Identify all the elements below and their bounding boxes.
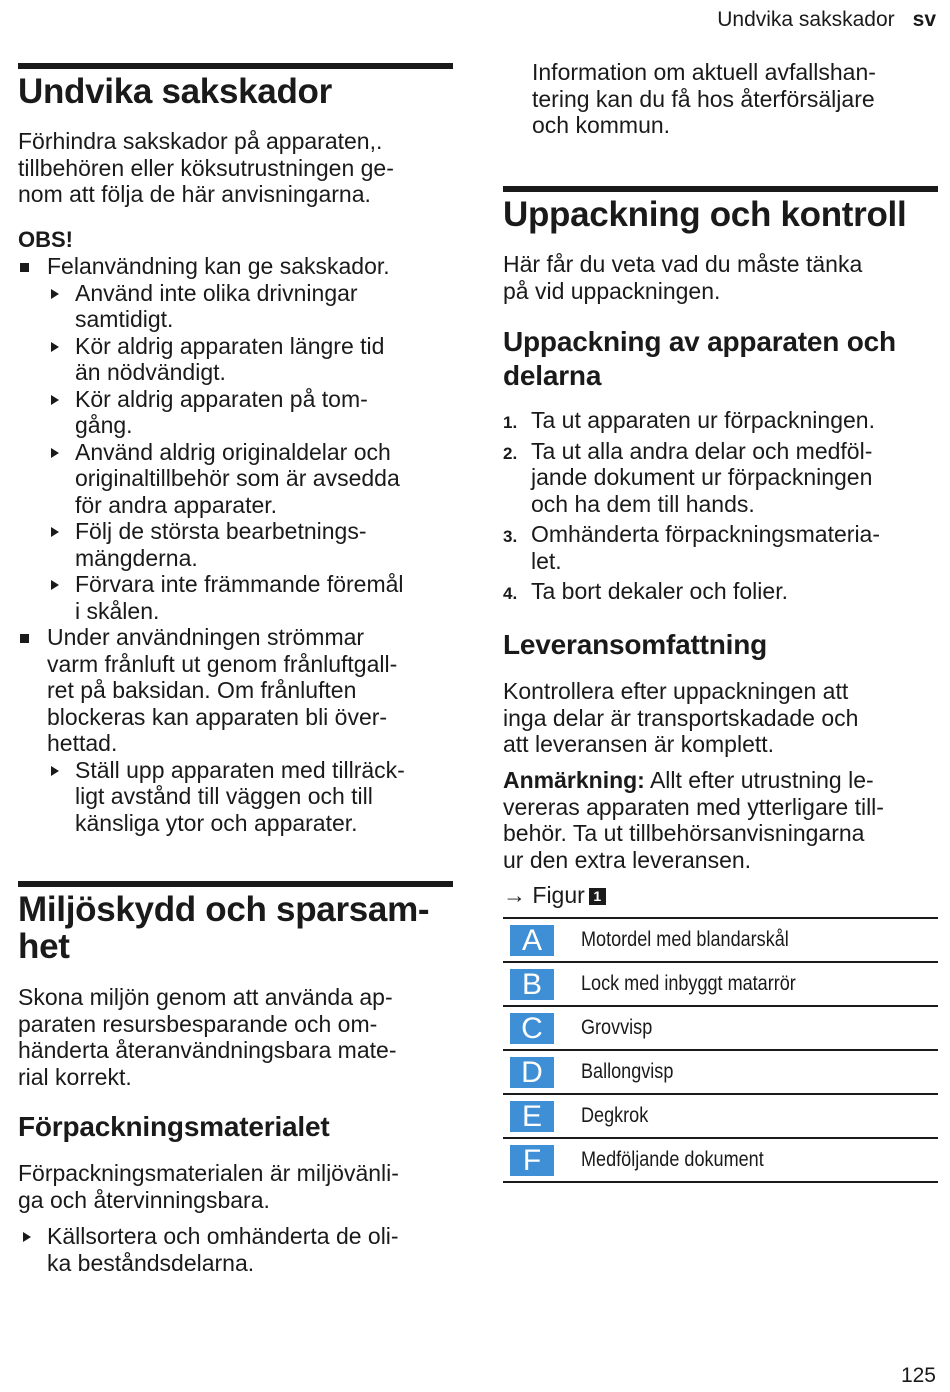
instruction-line: känsliga ytor och apparater. (75, 809, 358, 836)
uppackning-intro (503, 251, 938, 304)
recycle-list (18, 1223, 453, 1276)
part-name-cell (581, 918, 938, 962)
part-name-cell (581, 1050, 938, 1094)
warning-line: blockeras kan apparaten bli över- (47, 703, 388, 730)
step-item (503, 407, 938, 434)
step-line: Omhänderta förpackningsmateria- (531, 521, 880, 547)
body-line: Information om aktuell avfallshan- (532, 59, 876, 85)
instruction-line: samtidigt. (75, 306, 174, 332)
part-letter-cell (503, 1138, 581, 1182)
part-letter-badge: F (510, 1145, 554, 1176)
table-row (503, 1006, 938, 1050)
note-label: Anmärkning: (503, 767, 645, 793)
intro-line: Förhindra sakskador på apparaten,. (18, 128, 383, 154)
language-code: sv (912, 8, 936, 31)
instruction-line: Ställ upp apparaten med tillräck- (75, 756, 405, 783)
part-name-cell (581, 1138, 938, 1182)
intro-line: nom att följa de här anvisningarna. (18, 181, 371, 207)
part-name: Grovvisp (581, 1016, 653, 1039)
section-rule (18, 881, 453, 887)
obs-label: OBS! (18, 227, 73, 252)
part-letter-badge: E (510, 1101, 554, 1132)
instruction-line: Källsortera och omhänderta de oli- (47, 1223, 399, 1249)
section-rule (18, 63, 453, 69)
instruction-item (18, 1223, 453, 1276)
table-row (503, 918, 938, 962)
instruction-line: ka beståndsdelarna. (47, 1249, 255, 1276)
instruction-line: originaltillbehör som är avsedda (75, 465, 400, 491)
continued-text (532, 59, 938, 139)
instruction-line: mängderna. (75, 544, 198, 571)
leverans-text (503, 678, 938, 758)
miljoskydd-intro (18, 984, 453, 1090)
intro-line: händerta återanvändningsbara mate- (18, 1037, 397, 1063)
part-name: Ballongvisp (581, 1060, 674, 1083)
instruction-line: Använd aldrig originaldelar och (75, 438, 391, 465)
part-letter-badge: C (510, 1013, 554, 1044)
part-letter-cell (503, 1050, 581, 1094)
figure-reference (503, 882, 938, 909)
warning-line: ret på baksidan. Om frånluften (47, 677, 357, 703)
step-line: let. (531, 547, 562, 574)
part-name: Degkrok (581, 1104, 649, 1127)
warning-item (18, 624, 453, 757)
step-item (503, 521, 938, 574)
body-line: Förpackningsmaterialen är miljövänli- (18, 1160, 399, 1186)
unpack-steps (503, 407, 938, 609)
warning-line: varm frånluft ut genom frånluftgall- (47, 650, 398, 677)
part-letter-cell (503, 1094, 581, 1138)
instruction-line: gång. (75, 412, 133, 438)
instruction-line: Följ de största bearbetnings- (75, 518, 367, 544)
subheading-line: Uppackning av apparaten och (503, 326, 896, 357)
page-number: 125 (900, 1364, 936, 1387)
section-title-sakskador: Undvika sakskador (18, 72, 332, 111)
intro-line: tillbehören eller köksutrustningen ge- (18, 154, 394, 181)
part-name: Medföljande dokument (581, 1148, 764, 1171)
step-line: jande dokument ur förpackningen (531, 464, 873, 490)
part-name-cell (581, 1006, 938, 1050)
note-line: Allt efter utrustning le- (644, 767, 874, 793)
note-line: vereras apparaten med ytterligare till- (503, 793, 884, 820)
instruction-line: ligt avstånd till väggen och till (75, 783, 373, 809)
body-line: att leveransen är komplett. (503, 731, 775, 757)
instruction-line: i skålen. (75, 597, 160, 624)
instruction-line: Förvara inte främmande föremål (75, 571, 404, 597)
warning-item (18, 253, 453, 280)
part-letter-badge: B (510, 969, 554, 1000)
table-row (503, 1138, 938, 1182)
subheading-leveransomfattning: Leveransomfattning (503, 629, 767, 660)
note-line: ur den extra leveransen. (503, 846, 752, 873)
part-letter-cell (503, 1006, 581, 1050)
subheading-line: delarna (503, 360, 602, 391)
warning-line: Under användningen strömmar (47, 624, 365, 650)
instruction-item (18, 757, 453, 837)
body-line: och kommun. (532, 112, 671, 138)
instruction-item (18, 571, 453, 624)
warning-line: hettad. (47, 730, 118, 756)
note-block (503, 767, 938, 873)
table-row (503, 1050, 938, 1094)
subheading-forpackningsmaterialet: Förpackningsmaterialet (18, 1111, 330, 1142)
part-letter-badge: D (510, 1057, 554, 1088)
warning-text: Felanvändning kan ge sakskador. (47, 253, 390, 279)
step-number: 2. (503, 443, 518, 463)
intro-line: Här får du veta vad du måste tänka (503, 251, 863, 277)
table-row (503, 1094, 938, 1138)
title-line: het (18, 927, 70, 966)
instruction-line: för andra apparater. (75, 491, 278, 518)
warning-list (18, 253, 453, 836)
title-line: Miljöskydd och sparsam- (18, 890, 430, 929)
step-number: 4. (503, 584, 518, 603)
step-line: Ta ut apparaten ur förpackningen. (531, 407, 875, 433)
step-number: 3. (503, 527, 518, 546)
instruction-line: Kör aldrig apparaten längre tid (75, 332, 385, 359)
part-name-cell (581, 1094, 938, 1138)
body-line: tering kan du få hos återförsäljare (532, 85, 875, 112)
table-row (503, 962, 938, 1006)
step-line: och ha dem till hands. (531, 490, 755, 517)
instruction-line: Kör aldrig apparaten på tom- (75, 385, 368, 412)
part-name: Lock med inbyggt matarrör (581, 972, 796, 995)
note-line: behör. Ta ut tillbehörsanvisningarna (503, 820, 865, 846)
instruction-item (18, 386, 453, 439)
part-letter-cell (503, 962, 581, 1006)
intro-line: på vid uppackningen. (503, 277, 721, 304)
instruction-line: än nödvändigt. (75, 359, 226, 385)
section-title-miljoskydd (18, 891, 453, 965)
step-number: 1. (503, 413, 518, 432)
section-title-uppackning: Uppackning och kontroll (503, 195, 907, 234)
intro-line: rial korrekt. (18, 1063, 132, 1090)
step-line: Ta bort dekaler och folier. (531, 578, 788, 604)
step-item (503, 438, 938, 518)
intro-line: Skona miljön genom att använda ap- (18, 984, 393, 1010)
part-name-cell (581, 962, 938, 1006)
body-line: Kontrollera efter uppackningen att (503, 678, 849, 704)
header-title: Undvika sakskador (717, 8, 895, 31)
parts-table (503, 917, 938, 1183)
step-line: Ta ut alla andra delar och medföl- (531, 437, 873, 464)
step-item (503, 578, 938, 605)
section-rule (503, 186, 938, 192)
intro-line: paraten resursbesparande och om- (18, 1010, 378, 1037)
instruction-item (18, 280, 453, 333)
sakskador-intro (18, 128, 453, 208)
figure-label: Figur (532, 882, 585, 908)
part-letter-badge: A (510, 925, 554, 956)
instruction-item (18, 439, 453, 519)
subheading-uppackning-apparaten (503, 325, 938, 393)
body-line: ga och återvinningsbara. (18, 1186, 270, 1213)
figure-number-badge: 1 (589, 888, 606, 905)
part-name: Motordel med blandarskål (581, 928, 789, 951)
arrow-right-icon: → (503, 882, 526, 908)
forpackning-text (18, 1160, 453, 1213)
body-line: inga delar är transportskadade och (503, 704, 859, 731)
instruction-line: Använd inte olika drivningar (75, 279, 358, 306)
part-letter-cell (503, 918, 581, 962)
instruction-item (18, 518, 453, 571)
page-header (717, 8, 936, 32)
instruction-item (18, 333, 453, 386)
